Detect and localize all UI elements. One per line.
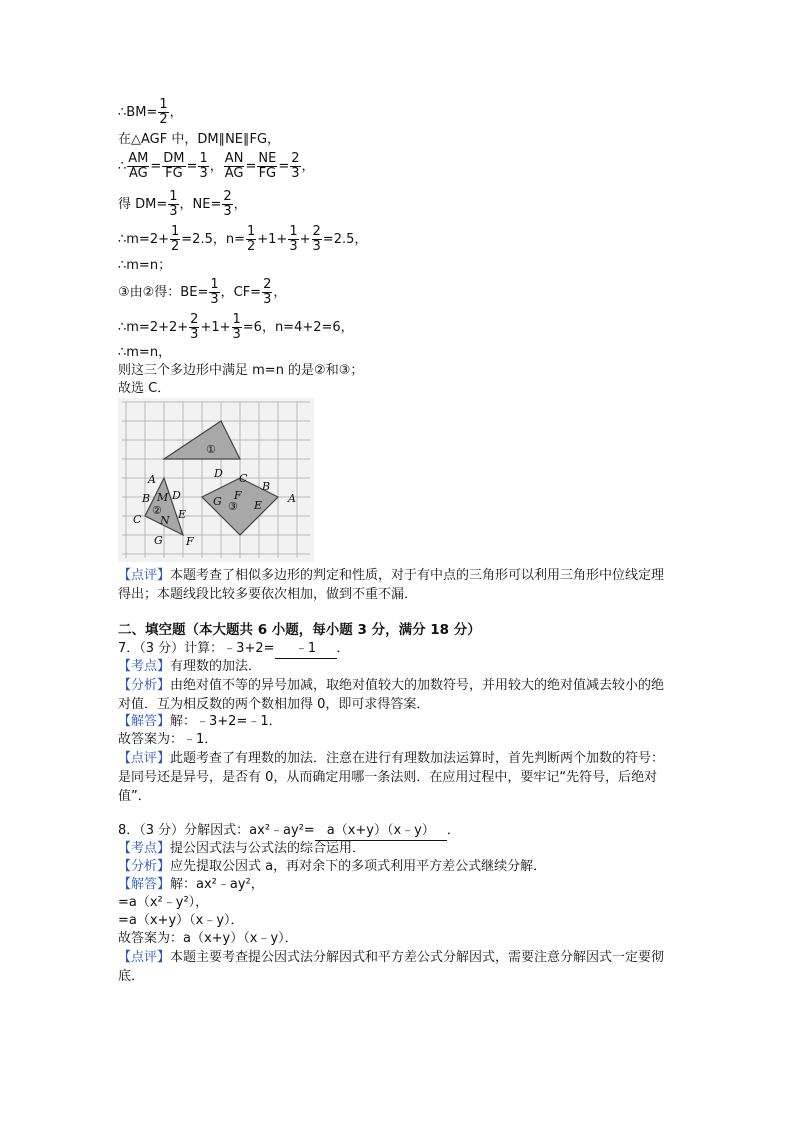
denominator: AG: [224, 166, 244, 181]
text: ．: [446, 823, 460, 838]
fraction: [312, 225, 322, 254]
proof-line-m-n: [118, 225, 367, 254]
numerator: 1: [232, 312, 241, 327]
label-F: F: [186, 535, 194, 548]
fraction: [198, 152, 208, 181]
text: +1+: [200, 320, 231, 335]
jieda-tag: 【解答】: [118, 714, 171, 729]
text: 得 DM=: [118, 197, 168, 212]
kaodian-text: 有理数的加法．: [170, 659, 262, 674]
text: ．: [336, 641, 350, 656]
label-M: M: [157, 491, 169, 504]
fenxi-tag: 【分析】: [118, 859, 171, 874]
denominator: 3: [169, 204, 178, 219]
jieda-tag: 【解答】: [118, 877, 171, 892]
denominator: 3: [291, 166, 300, 181]
question-8-stem: [118, 822, 460, 841]
proof-line-parallel: 在△AGF 中，DM∥NE∥FG，: [118, 132, 281, 147]
text: =6，n=4+2=6，: [242, 320, 354, 335]
fraction: [127, 152, 149, 181]
q8-jieda: [118, 876, 264, 894]
numerator: 1: [159, 97, 168, 112]
text: ∴m=2+2+: [118, 320, 189, 335]
numerator: 1: [199, 151, 208, 166]
text: +: [299, 232, 311, 247]
proof-line-dm-ne: [118, 190, 247, 219]
text: ∴BM=: [118, 105, 158, 120]
label-F2: F: [234, 489, 242, 502]
text: +1+: [257, 232, 288, 247]
kaodian-tag: 【考点】: [118, 659, 171, 674]
text: ，: [301, 159, 315, 174]
numerator: 1: [171, 224, 180, 239]
denominator: 3: [190, 327, 199, 342]
comment-text: 本题考查了相似多边形的判定和性质，对于有中点的三角形可以利用三角形中位线定理得出；本题线段比较多要依次相加，做到不重不漏．: [118, 568, 665, 602]
text: ，NE=: [179, 197, 222, 212]
proof-line-m-n-2: [118, 313, 354, 342]
denominator: 2: [171, 239, 180, 254]
numerator: AM: [128, 151, 149, 166]
label-circle-2: ②: [152, 504, 162, 517]
dianping-tag: 【点评】: [118, 950, 171, 965]
numerator: NE: [258, 151, 277, 166]
question-text: 7．（3 分）计算：﹣3+2=: [118, 641, 275, 656]
q7-answer-line: 故答案为：﹣1．: [118, 732, 218, 747]
label-C2: C: [239, 472, 248, 485]
q8-fenxi: [118, 858, 546, 876]
denominator: AG: [128, 166, 148, 181]
denominator: 2: [159, 112, 168, 127]
q7-jieda: [118, 713, 282, 731]
numerator: 1: [210, 277, 219, 292]
fraction: [257, 152, 277, 181]
numerator: 2: [291, 151, 300, 166]
label-N: N: [160, 514, 170, 527]
fraction: [158, 98, 168, 127]
dianping-text: 本题主要考查提公因式法分解因式和平方差公式分解因式，需要注意分解因式一定要彻底．: [118, 950, 665, 984]
proof-line-choice: 故选 C．: [118, 381, 171, 396]
fraction: [209, 278, 219, 307]
fraction: [162, 152, 185, 181]
dianping-tag: 【点评】: [118, 751, 171, 766]
fraction: [246, 225, 256, 254]
text: ，: [233, 197, 247, 212]
grid-polygons-figure: [118, 398, 314, 562]
fraction: [288, 225, 298, 254]
denominator: 3: [312, 239, 321, 254]
numerator: 1: [289, 224, 298, 239]
q8-step-2: =a（x+y）（x﹣y）．: [118, 913, 244, 928]
denominator: 3: [210, 292, 219, 307]
denominator: 3: [289, 239, 298, 254]
text: ，: [209, 159, 223, 174]
fenxi-tag: 【分析】: [118, 678, 171, 693]
review-comment-1: [118, 566, 674, 604]
answer-blank: a（x+y）（x﹣y）: [315, 822, 447, 841]
denominator: 2: [246, 239, 256, 254]
text: ∴: [118, 159, 127, 174]
numerator: 2: [223, 189, 232, 204]
q8-kaodian: [118, 840, 365, 858]
text: =2.5，n=: [181, 232, 245, 247]
label-B: B: [142, 492, 151, 505]
label-D: D: [172, 489, 181, 502]
denominator: FG: [165, 166, 183, 181]
section-heading: 二、填空题（本大题共 6 小题，每小题 3 分，满分 18 分）: [118, 622, 481, 638]
label-E2: E: [254, 499, 263, 512]
denominator: 3: [263, 292, 272, 307]
proof-line-conclusion-1: ∴m=n；: [118, 258, 172, 273]
denominator: 3: [232, 327, 241, 342]
fenxi-text: 由绝对值不等的异号加减，取绝对值较大的加数符号，并用较大的绝对值减去较小的绝对值．互为相反数的两个数相加得 0，即可求得答案．: [118, 678, 665, 712]
label-circle-1: ①: [206, 443, 216, 456]
numerator: 1: [169, 189, 178, 204]
q8-dianping: [118, 948, 674, 986]
fraction: [224, 152, 245, 181]
proof-line-ratios: [118, 152, 315, 181]
label-D2: D: [214, 467, 223, 480]
label-G2: G: [213, 495, 222, 508]
fraction: [222, 190, 232, 219]
proof-line-bm: [118, 98, 183, 127]
jieda-text: 解：ax²﹣ay²，: [170, 877, 264, 892]
answer-blank: ﹣1: [275, 640, 337, 659]
q7-kaodian: [118, 658, 261, 676]
kaodian-tag: 【考点】: [118, 841, 171, 856]
text: =: [150, 159, 162, 174]
text: ③由②得：BE=: [118, 285, 209, 300]
jieda-text: 解：﹣3+2=﹣1．: [170, 714, 282, 729]
numerator: 2: [190, 312, 199, 327]
label-G: G: [154, 534, 163, 547]
label-circle-3: ③: [228, 500, 238, 513]
text: ∴m=2+: [118, 232, 169, 247]
text: =: [186, 159, 198, 174]
label-A2: A: [288, 492, 296, 505]
fraction: [290, 152, 300, 181]
question-7-stem: [118, 640, 350, 659]
numerator: 2: [312, 224, 321, 239]
question-text: 8．（3 分）分解因式：ax²﹣ay²=: [118, 823, 315, 838]
fraction: [189, 313, 199, 342]
text: =2.5，: [322, 232, 368, 247]
kaodian-text: 提公因式法与公式法的综合运用．: [170, 841, 366, 856]
numerator: 2: [263, 277, 272, 292]
label-B2: B: [262, 480, 271, 493]
proof-line-be-cf: [118, 278, 286, 307]
text: =: [278, 159, 290, 174]
fraction: [232, 313, 242, 342]
denominator: 3: [223, 204, 232, 219]
text: ，CF=: [220, 285, 262, 300]
numerator: DM: [163, 151, 185, 166]
dianping-text: 此题考查了有理数的加法．注意在进行有理数加法运算时，首先判断两个加数的符号：是同号还是异号，是否有 0，从而确定用哪一条法则．在应用过程中，要牢记“先符号，后绝对值”．: [118, 751, 665, 804]
comment-tag: 【点评】: [118, 568, 171, 583]
numerator: 1: [246, 224, 256, 239]
q8-answer-line: 故答案为：a（x+y）（x﹣y）．: [118, 931, 298, 946]
text: ，: [273, 285, 287, 300]
q7-dianping: [118, 749, 674, 806]
fenxi-text: 应先提取公因式 a，再对余下的多项式利用平方差公式继续分解．: [170, 859, 547, 874]
text: =: [245, 159, 257, 174]
label-A: A: [148, 473, 156, 486]
q7-fenxi: [118, 676, 674, 714]
label-C: C: [133, 513, 142, 526]
denominator: 3: [199, 166, 208, 181]
fraction: [262, 278, 272, 307]
proof-line-result: 则这三个多边形中满足 m=n 的是②和③；: [118, 363, 364, 378]
fraction: [170, 225, 180, 254]
numerator: AN: [224, 151, 244, 166]
text: ，: [169, 105, 183, 120]
denominator: FG: [258, 166, 277, 181]
q8-step-1: =a（x²﹣y²），: [118, 895, 209, 910]
label-E: E: [178, 508, 187, 521]
fraction: [168, 190, 178, 219]
proof-line-conclusion-2: ∴m=n，: [118, 345, 172, 360]
